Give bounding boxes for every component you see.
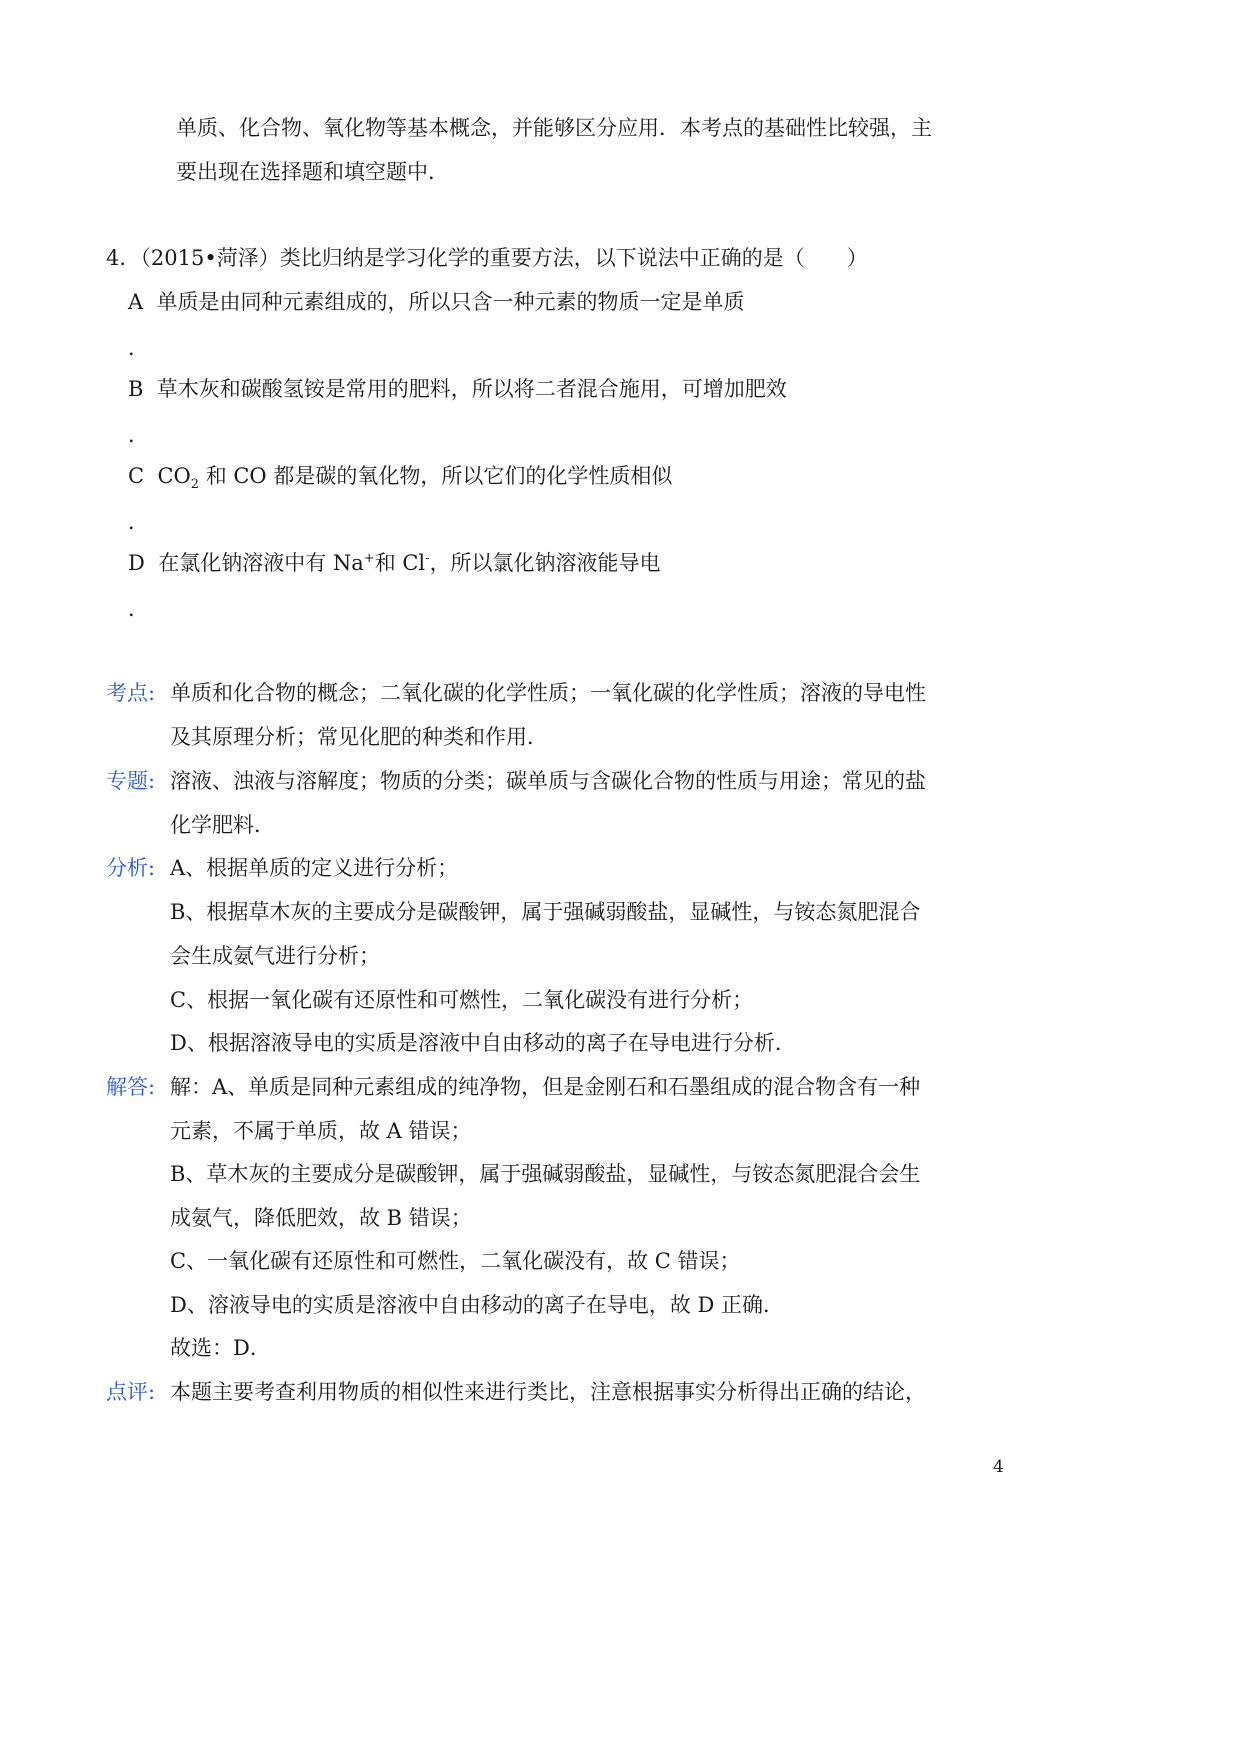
option-d-dot: ． bbox=[128, 597, 149, 621]
option-a-text: 单质是由同种元素组成的，所以只含一种元素的物质一定是单质 bbox=[156, 290, 745, 314]
kaodian-line-2: 及其原理分析；常见化肥的种类和作用． bbox=[170, 725, 548, 749]
question-stem bbox=[106, 243, 868, 273]
option-d-letter: D bbox=[128, 551, 145, 575]
jieda-line-2: 元素，不属于单质，故 A 错误； bbox=[170, 1119, 472, 1143]
jieda-line-1: 解：A、单质是同种元素组成的纯净物，但是金刚石和石墨组成的混合物含有一种 bbox=[170, 1075, 921, 1099]
option-d bbox=[128, 548, 661, 578]
zhuanti-line-1: 溶液、浊液与溶解度；物质的分类；碳单质与含碳化合物的性质与用途；常见的盐 bbox=[170, 769, 926, 793]
option-b bbox=[128, 374, 787, 404]
option-a-dot: ． bbox=[128, 336, 149, 360]
option-c-dot: ． bbox=[128, 510, 149, 534]
jieda-line-3: B、草木灰的主要成分是碳酸钾，属于强碱弱酸盐，显碱性，与铵态氮肥混合会生 bbox=[170, 1162, 921, 1186]
fenxi-line-5: D、根据溶液导电的实质是溶液中自由移动的离子在导电进行分析． bbox=[170, 1031, 796, 1055]
fenxi-label: 分析: bbox=[106, 856, 156, 880]
fenxi-line-4: C、根据一氧化碳有还原性和可燃性，二氧化碳没有进行分析； bbox=[170, 988, 754, 1012]
zhuanti-line-2: 化学肥料． bbox=[170, 813, 275, 837]
option-b-letter: B bbox=[128, 377, 144, 401]
option-c bbox=[128, 461, 672, 491]
option-d-superscript-1: + bbox=[363, 551, 375, 566]
fenxi-line-1: A、根据单质的定义进行分析； bbox=[170, 856, 459, 880]
intro-line-1: 单质、化合物、氧化物等基本概念，并能够区分应用．本考点的基础性比较强，主 bbox=[176, 116, 932, 140]
option-d-text-2: 和 Cl bbox=[374, 551, 426, 575]
jieda-line-4: 成氨气，降低肥效，故 B 错误； bbox=[170, 1206, 472, 1230]
zhuanti-label: 专题: bbox=[106, 769, 156, 793]
option-d-superscript-2: - bbox=[425, 551, 430, 566]
option-a-letter: A bbox=[128, 290, 144, 314]
option-b-dot: ． bbox=[128, 423, 149, 447]
dianping-label: 点评: bbox=[106, 1380, 156, 1404]
option-c-text-1: CO bbox=[157, 464, 191, 488]
kaodian-line-1: 单质和化合物的概念；二氧化碳的化学性质；一氧化碳的化学性质；溶液的导电性 bbox=[170, 681, 926, 705]
jieda-label: 解答: bbox=[106, 1075, 156, 1099]
question-text: 类比归纳是学习化学的重要方法，以下说法中正确的是（ ） bbox=[279, 246, 868, 270]
question-number: 4． bbox=[106, 246, 141, 270]
option-d-text-1: 在氯化钠溶液中有 Na bbox=[158, 551, 364, 575]
intro-line-2: 要出现在选择题和填空题中． bbox=[176, 160, 449, 184]
option-c-letter: C bbox=[128, 464, 145, 488]
page-number: 4 bbox=[993, 1457, 1004, 1477]
option-d-text-3: ，所以氯化钠溶液能导电 bbox=[429, 551, 661, 575]
option-c-subscript: 2 bbox=[190, 477, 200, 493]
fenxi-line-2: B、根据草木灰的主要成分是碳酸钾，属于强碱弱酸盐，显碱性，与铵态氮肥混合 bbox=[170, 900, 921, 924]
fenxi-line-3: 会生成氨气进行分析； bbox=[170, 944, 380, 968]
jieda-line-7: 故选：D． bbox=[170, 1336, 271, 1360]
kaodian-label: 考点: bbox=[106, 681, 156, 705]
jieda-line-6: D、溶液导电的实质是溶液中自由移动的离子在导电，故 D 正确． bbox=[170, 1293, 785, 1317]
dianping-line-1: 本题主要考查利用物质的相似性来进行类比，注意根据事实分析得出正确的结论， bbox=[170, 1380, 926, 1404]
option-c-text-2: 和 CO 都是碳的氧化物，所以它们的化学性质相似 bbox=[199, 464, 673, 488]
question-source: （2015•菏泽） bbox=[140, 246, 280, 270]
option-b-text: 草木灰和碳酸氢铵是常用的肥料，所以将二者混合施用，可增加肥效 bbox=[156, 377, 787, 401]
jieda-line-5: C、一氧化碳有还原性和可燃性，二氧化碳没有，故 C 错误； bbox=[170, 1249, 741, 1273]
option-a bbox=[128, 287, 745, 317]
